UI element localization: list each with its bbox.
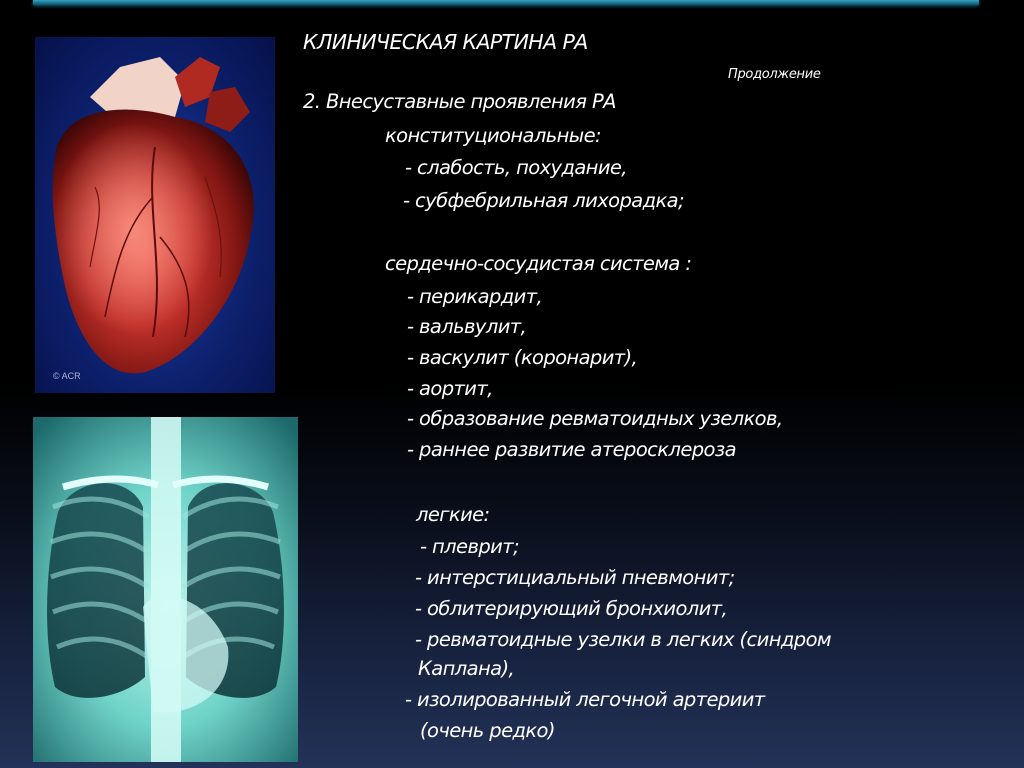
continuation-note: Продолжение <box>728 67 821 82</box>
list-item: - слабость, похудание, <box>405 156 627 179</box>
group-heading-lungs: легкие: <box>416 503 490 526</box>
list-item: - раннее развитие атеросклероза <box>407 438 736 461</box>
image-credit: © ACR <box>53 371 81 381</box>
list-item: - изолированный легочной артериит <box>405 688 765 711</box>
list-item: - вальвулит, <box>407 315 527 338</box>
list-item: (очень редко) <box>420 719 555 742</box>
list-item: - васкулит (коронарит), <box>407 346 638 369</box>
list-item: - образование ревматоидных узелков, <box>407 407 783 430</box>
list-item: - субфебрильная лихорадка; <box>403 189 684 212</box>
section-heading: 2. Внесуставные проявления РА <box>303 90 616 113</box>
list-item: Каплана), <box>418 657 515 680</box>
list-item: - перикардит, <box>407 285 543 308</box>
list-item: - плеврит; <box>420 535 519 558</box>
list-item: - облитерирующий бронхиолит, <box>415 597 728 620</box>
group-heading-constitutional: конституциональные: <box>385 124 601 147</box>
list-item: - аортит, <box>407 377 493 400</box>
slide-title: КЛИНИЧЕСКАЯ КАРТИНА РА <box>303 30 588 54</box>
group-heading-cardiovascular: сердечно-сосудистая система : <box>385 252 692 275</box>
list-item: - ревматоидные узелки в легких (синдром <box>415 628 832 651</box>
list-item: - интерстициальный пневмонит; <box>415 566 735 589</box>
